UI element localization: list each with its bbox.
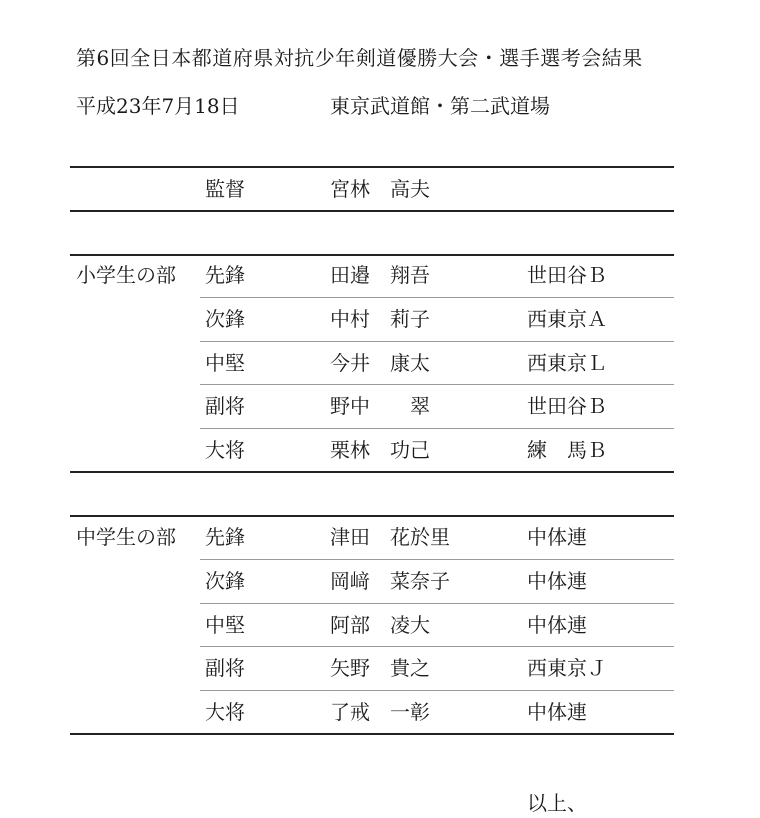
- elementary-division-label: 小学生の部: [76, 263, 176, 287]
- elementary-row-name: 野中 翠: [330, 394, 430, 418]
- rule-elementary-top: [70, 254, 674, 256]
- elementary-row-team: 西東京Ａ: [527, 307, 607, 331]
- director-role: 監督: [205, 177, 245, 201]
- rule-director-bottom: [70, 210, 674, 212]
- junior-high-row-team: 中体連: [527, 700, 587, 724]
- elementary-row-divider: [200, 428, 674, 429]
- junior-high-row-team: 西東京Ｊ: [527, 656, 607, 680]
- event-venue: 東京武道館・第二武道場: [330, 94, 550, 118]
- junior-high-row-team: 中体連: [527, 525, 587, 549]
- elementary-row-divider: [200, 297, 674, 298]
- rule-junior-high-top: [70, 515, 674, 517]
- junior-high-row-position: 中堅: [205, 613, 245, 637]
- junior-high-row-team: 中体連: [527, 613, 587, 637]
- junior-high-row-divider: [200, 559, 674, 560]
- rule-elementary-bottom: [70, 471, 674, 473]
- elementary-row-team: 西東京Ｌ: [527, 351, 607, 375]
- elementary-row-name: 中村 莉子: [330, 307, 430, 331]
- elementary-row-position: 先鋒: [205, 263, 245, 287]
- elementary-row-divider: [200, 384, 674, 385]
- junior-high-row-divider: [200, 646, 674, 647]
- elementary-row-position: 次鋒: [205, 307, 245, 331]
- junior-high-division-label: 中学生の部: [76, 525, 176, 549]
- junior-high-row-team: 中体連: [527, 569, 587, 593]
- junior-high-row-name: 阿部 凌大: [330, 613, 430, 637]
- junior-high-row-name: 矢野 貴之: [330, 656, 430, 680]
- elementary-row-position: 大将: [205, 438, 245, 462]
- junior-high-row-position: 次鋒: [205, 569, 245, 593]
- junior-high-row-name: 岡﨑 菜奈子: [330, 569, 450, 593]
- rule-director-top: [70, 166, 674, 168]
- director-name: 宮林 高夫: [330, 177, 430, 201]
- closing-text: 以上、: [527, 791, 587, 815]
- junior-high-row-divider: [200, 690, 674, 691]
- junior-high-row-position: 副将: [205, 656, 245, 680]
- elementary-row-team: 世田谷Ｂ: [527, 394, 607, 418]
- elementary-row-position: 中堅: [205, 351, 245, 375]
- event-date: 平成23年7月18日: [76, 94, 240, 118]
- junior-high-row-name: 津田 花於里: [330, 525, 450, 549]
- junior-high-row-name: 了戒 一彰: [330, 700, 430, 724]
- elementary-row-name: 今井 康太: [330, 351, 430, 375]
- junior-high-row-position: 大将: [205, 700, 245, 724]
- elementary-row-team: 世田谷Ｂ: [527, 263, 607, 287]
- rule-junior-high-bottom: [70, 733, 674, 735]
- elementary-row-name: 田邉 翔吾: [330, 263, 430, 287]
- elementary-row-team: 練 馬Ｂ: [527, 438, 607, 462]
- elementary-row-divider: [200, 341, 674, 342]
- junior-high-row-divider: [200, 603, 674, 604]
- junior-high-row-position: 先鋒: [205, 525, 245, 549]
- elementary-row-position: 副将: [205, 394, 245, 418]
- elementary-row-name: 栗林 功己: [330, 438, 430, 462]
- document-title: 第6回全日本都道府県対抗少年剣道優勝大会・選手選考会結果: [76, 46, 643, 70]
